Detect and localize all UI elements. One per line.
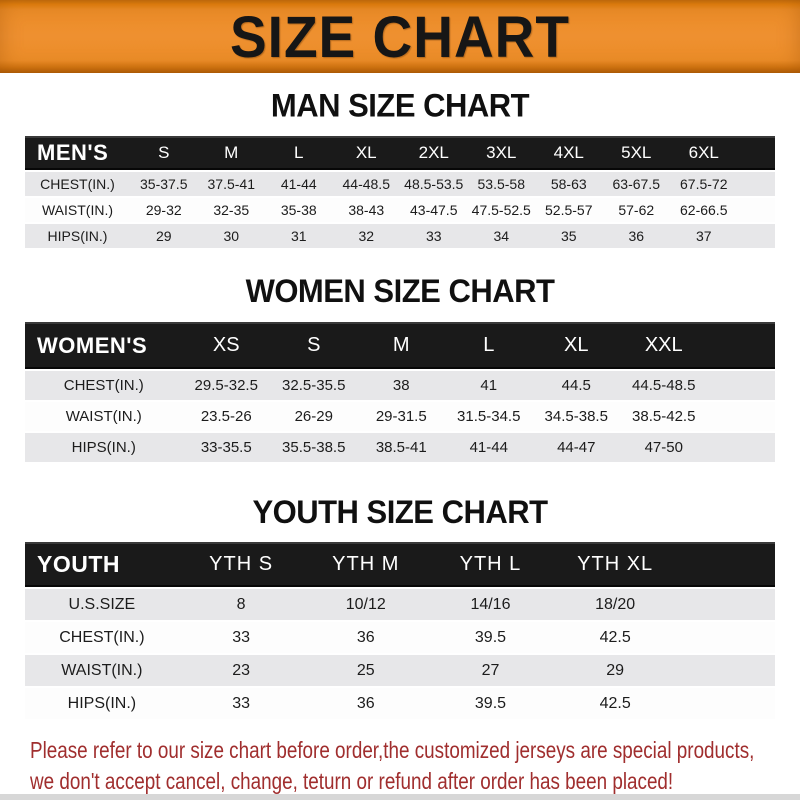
size-value-cell: 47.5-52.5	[468, 197, 536, 223]
size-value-cell: 58-63	[535, 171, 603, 197]
size-value-cell: 26-29	[270, 401, 358, 432]
size-value-cell: 36	[303, 687, 428, 719]
column-header: S	[270, 322, 358, 370]
row-label: WAIST(IN.)	[25, 197, 130, 223]
size-value-cell: 31	[265, 223, 333, 248]
spacer-cell	[678, 621, 776, 654]
size-value-cell: 41-44	[445, 432, 533, 462]
column-header: 5XL	[603, 136, 671, 171]
spacer-cell	[738, 223, 776, 248]
size-value-cell: 34	[468, 223, 536, 248]
table-row	[25, 171, 775, 197]
size-value-cell: 42.5	[553, 687, 678, 719]
size-value-cell: 44-47	[533, 432, 621, 462]
size-value-cell: 44.5-48.5	[620, 370, 708, 401]
size-value-cell: 37	[670, 223, 738, 248]
spacer-cell	[678, 542, 776, 588]
men-section-heading: MAN SIZE CHART	[270, 87, 530, 124]
size-value-cell: 42.5	[553, 621, 678, 654]
column-header: L	[445, 322, 533, 370]
size-value-cell: 41-44	[265, 171, 333, 197]
size-value-cell: 38-43	[333, 197, 401, 223]
women-size-table-holder	[0, 322, 800, 462]
column-header: L	[265, 136, 333, 171]
column-header: M	[198, 136, 266, 171]
row-label: CHEST(IN.)	[25, 171, 130, 197]
size-value-cell: 63-67.5	[603, 171, 671, 197]
size-value-cell: 38	[358, 370, 446, 401]
size-value-cell: 30	[198, 223, 266, 248]
spacer-cell	[708, 432, 776, 462]
size-value-cell: 35-38	[265, 197, 333, 223]
section-men	[0, 73, 800, 248]
column-header: 3XL	[468, 136, 536, 171]
size-value-cell: 29	[130, 223, 198, 248]
spacer-cell	[708, 322, 776, 370]
table-header-row	[25, 542, 775, 588]
column-header: YTH L	[428, 542, 553, 588]
table-row	[25, 588, 775, 621]
page-title: SIZE CHART	[230, 3, 570, 70]
size-value-cell: 29	[553, 654, 678, 687]
size-value-cell: 32-35	[198, 197, 266, 223]
size-value-cell: 39.5	[428, 687, 553, 719]
size-value-cell: 53.5-58	[468, 171, 536, 197]
column-header: 2XL	[400, 136, 468, 171]
spacer-cell	[708, 370, 776, 401]
table-row	[25, 687, 775, 719]
table-row	[25, 432, 775, 462]
size-value-cell: 36	[603, 223, 671, 248]
size-value-cell: 41	[445, 370, 533, 401]
size-value-cell: 18/20	[553, 588, 678, 621]
size-value-cell: 27	[428, 654, 553, 687]
table-row	[25, 197, 775, 223]
row-label: CHEST(IN.)	[25, 621, 179, 654]
size-value-cell: 52.5-57	[535, 197, 603, 223]
table-title-women: WOMEN'S	[25, 322, 183, 370]
size-value-cell: 31.5-34.5	[445, 401, 533, 432]
size-value-cell: 47-50	[620, 432, 708, 462]
column-header: YTH XL	[553, 542, 678, 588]
size-value-cell: 38.5-41	[358, 432, 446, 462]
spacer-cell	[678, 588, 776, 621]
table-title-youth: YOUTH	[25, 542, 179, 588]
size-value-cell: 35.5-38.5	[270, 432, 358, 462]
column-header: YTH M	[303, 542, 428, 588]
size-value-cell: 10/12	[303, 588, 428, 621]
row-label: U.S.SIZE	[25, 588, 179, 621]
size-value-cell: 23.5-26	[183, 401, 271, 432]
size-value-cell: 37.5-41	[198, 171, 266, 197]
column-header: 6XL	[670, 136, 738, 171]
row-label: HIPS(IN.)	[25, 687, 179, 719]
size-value-cell: 35	[535, 223, 603, 248]
bottom-edge-strip	[0, 794, 800, 800]
column-header: YTH S	[179, 542, 304, 588]
size-value-cell: 38.5-42.5	[620, 401, 708, 432]
size-table-women	[25, 322, 775, 462]
table-title-men: MEN'S	[25, 136, 130, 171]
size-value-cell: 29-31.5	[358, 401, 446, 432]
spacer-cell	[738, 171, 776, 197]
table-row	[25, 654, 775, 687]
spacer-cell	[738, 197, 776, 223]
column-header: XS	[183, 322, 271, 370]
section-youth	[0, 462, 800, 719]
size-value-cell: 34.5-38.5	[533, 401, 621, 432]
size-value-cell: 14/16	[428, 588, 553, 621]
column-header: XL	[533, 322, 621, 370]
section-women	[0, 248, 800, 462]
size-value-cell: 43-47.5	[400, 197, 468, 223]
size-value-cell: 33	[179, 621, 304, 654]
spacer-cell	[678, 654, 776, 687]
women-section-heading: WOMEN SIZE CHART	[245, 272, 555, 310]
table-row	[25, 370, 775, 401]
size-table-youth	[25, 542, 775, 719]
size-value-cell: 44-48.5	[333, 171, 401, 197]
size-value-cell: 57-62	[603, 197, 671, 223]
size-value-cell: 33	[400, 223, 468, 248]
size-value-cell: 44.5	[533, 370, 621, 401]
youth-section-heading: YOUTH SIZE CHART	[252, 493, 548, 531]
size-value-cell: 29.5-32.5	[183, 370, 271, 401]
row-label: WAIST(IN.)	[25, 401, 183, 432]
column-header: XXL	[620, 322, 708, 370]
table-row	[25, 401, 775, 432]
row-label: WAIST(IN.)	[25, 654, 179, 687]
spacer-cell	[708, 401, 776, 432]
size-value-cell: 32.5-35.5	[270, 370, 358, 401]
row-label: CHEST(IN.)	[25, 370, 183, 401]
size-value-cell: 62-66.5	[670, 197, 738, 223]
order-note-line1: Please refer to our size chart before order,the customized jerseys are special products,	[30, 737, 755, 763]
column-header: XL	[333, 136, 401, 171]
size-value-cell: 25	[303, 654, 428, 687]
size-value-cell: 36	[303, 621, 428, 654]
size-table-men	[25, 136, 775, 248]
table-header-row	[25, 136, 775, 171]
size-value-cell: 29-32	[130, 197, 198, 223]
size-value-cell: 33	[179, 687, 304, 719]
spacer-cell	[678, 687, 776, 719]
order-note-line2: we don't accept cancel, change, teturn or refund after order has been placed!	[30, 768, 674, 794]
size-value-cell: 23	[179, 654, 304, 687]
column-header: M	[358, 322, 446, 370]
row-label: HIPS(IN.)	[25, 223, 130, 248]
size-value-cell: 67.5-72	[670, 171, 738, 197]
size-value-cell: 33-35.5	[183, 432, 271, 462]
column-header: 4XL	[535, 136, 603, 171]
size-value-cell: 48.5-53.5	[400, 171, 468, 197]
row-label: HIPS(IN.)	[25, 432, 183, 462]
men-size-table-holder	[0, 136, 800, 248]
table-row	[25, 223, 775, 248]
size-value-cell: 39.5	[428, 621, 553, 654]
table-header-row	[25, 322, 775, 370]
order-note	[30, 735, 800, 797]
spacer-cell	[738, 136, 776, 171]
youth-size-table-holder	[0, 542, 800, 719]
table-row	[25, 621, 775, 654]
column-header: S	[130, 136, 198, 171]
size-value-cell: 32	[333, 223, 401, 248]
banner	[0, 0, 800, 73]
size-value-cell: 35-37.5	[130, 171, 198, 197]
size-value-cell: 8	[179, 588, 304, 621]
